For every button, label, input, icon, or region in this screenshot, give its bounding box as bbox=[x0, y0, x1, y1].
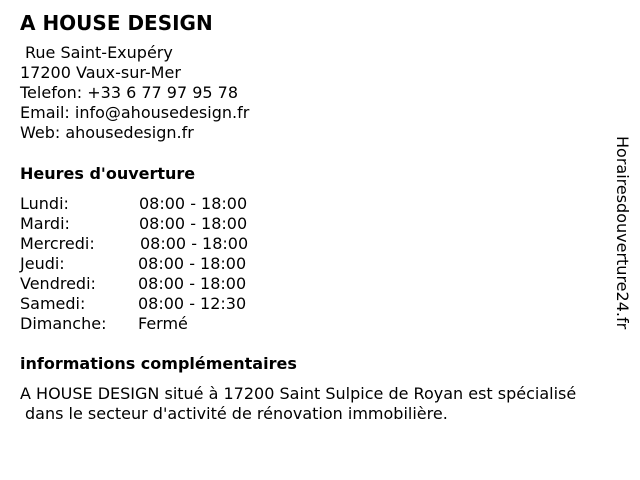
time-value: 08:00 - 18:00 bbox=[140, 234, 249, 253]
website: Web: ahousedesign.fr bbox=[20, 123, 194, 142]
opening-hours-table bbox=[20, 194, 248, 334]
contact-block bbox=[20, 43, 249, 143]
day-label: Mardi: bbox=[20, 214, 70, 233]
time-value: 08:00 - 18:00 bbox=[138, 254, 247, 273]
time-value: 08:00 - 18:00 bbox=[139, 214, 248, 233]
day-label: Mercredi: bbox=[20, 234, 95, 253]
description-line: dans le secteur d'activité de rénovation immobilière. bbox=[25, 404, 448, 423]
day-label: Jeudi: bbox=[20, 254, 65, 273]
business-name: A HOUSE DESIGN bbox=[20, 11, 213, 35]
time-value: Fermé bbox=[138, 314, 188, 333]
time-value: 08:00 - 18:00 bbox=[139, 194, 248, 213]
hours-heading: Heures d'ouverture bbox=[20, 164, 196, 183]
hours-row-wednesday bbox=[20, 234, 248, 254]
business-description bbox=[20, 384, 630, 424]
hours-row-thursday bbox=[20, 254, 248, 274]
street-address: Rue Saint-Exupéry bbox=[25, 43, 173, 62]
day-label: Dimanche: bbox=[20, 314, 107, 333]
hours-row-monday bbox=[20, 194, 248, 214]
hours-row-tuesday bbox=[20, 214, 248, 234]
time-value: 08:00 - 18:00 bbox=[138, 274, 247, 293]
site-watermark: Horairesdouverture24.fr bbox=[613, 136, 632, 330]
description-line: A HOUSE DESIGN situé à 17200 Saint Sulpice de Royan est spécialisé bbox=[20, 384, 577, 403]
day-label: Lundi: bbox=[20, 194, 69, 213]
time-value: 08:00 - 12:30 bbox=[138, 294, 247, 313]
day-label: Vendredi: bbox=[20, 274, 96, 293]
hours-row-saturday bbox=[20, 294, 248, 314]
email-address: Email: info@ahousedesign.fr bbox=[20, 103, 250, 122]
info-heading: informations complémentaires bbox=[20, 354, 297, 373]
day-label: Samedi: bbox=[20, 294, 86, 313]
city-address: 17200 Vaux-sur-Mer bbox=[20, 63, 181, 82]
phone-number: Telefon: +33 6 77 97 95 78 bbox=[20, 83, 239, 102]
hours-row-friday bbox=[20, 274, 248, 294]
hours-row-sunday bbox=[20, 314, 248, 334]
